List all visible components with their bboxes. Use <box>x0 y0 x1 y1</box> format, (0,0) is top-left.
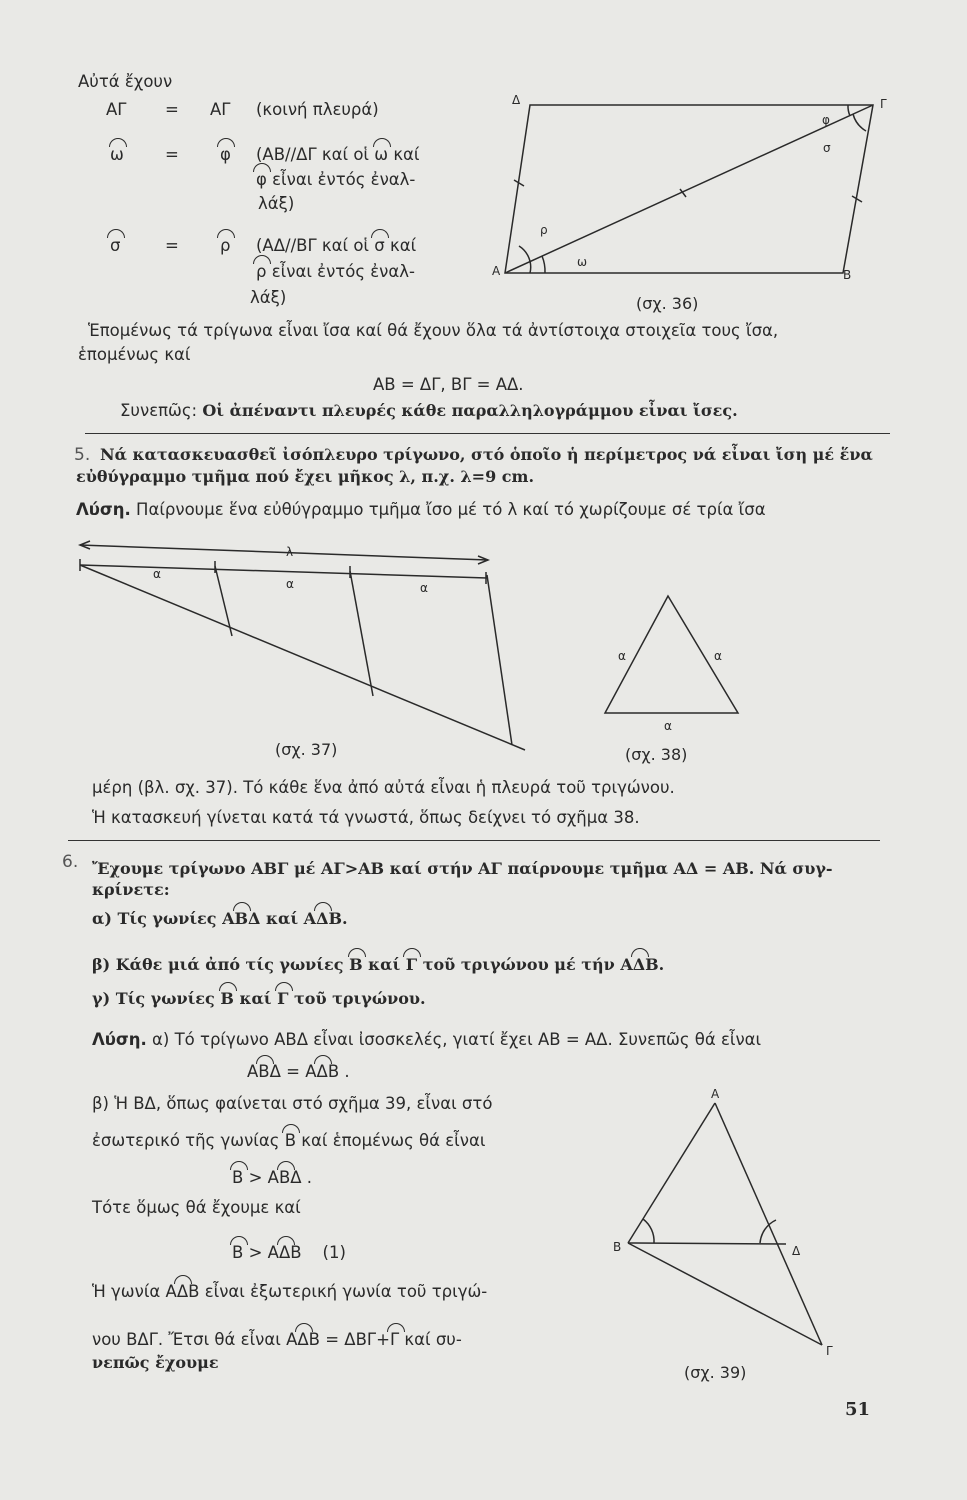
row1-eq: = <box>165 100 179 119</box>
fig37-label-a1: α <box>153 567 161 581</box>
row3-note2: ρ εἶναι ἐντός ἐναλ- <box>256 262 415 281</box>
therefore-line2: ἑπομένως καί <box>78 345 191 364</box>
divider-problem-6 <box>68 840 880 841</box>
divider-1 <box>215 566 232 636</box>
problem-6-solution-line8: Ἡ γωνία ΑΔΒ εἶναι ἐξωτερική γωνία τοῦ τριγώ- <box>92 1282 488 1301</box>
problem-5-solution-line2: μέρη (βλ. σχ. 37). Τό κάθε ἕνα ἀπό αὐτά εἶναι ἡ πλευρά τοῦ τριγώνου. <box>92 778 675 797</box>
fig36-label-omega: ω <box>577 255 588 269</box>
fig38-caption: (σχ. 38) <box>625 745 688 764</box>
diagonal-ag <box>505 105 873 273</box>
problem-6-solution-line3: β) Ἡ ΒΔ, ὅπως φαίνεται στό σχῆμα 39, εἶναι στό <box>92 1094 493 1113</box>
problem-6-eq2: Β > ΑΒΔ . <box>232 1168 313 1187</box>
problem-6-solution-line10: νεπῶς ἔχουμε <box>92 1353 219 1372</box>
fig37-label-lambda: λ <box>286 545 294 559</box>
segment-lambda <box>80 565 487 578</box>
fig36-label-d: Δ <box>512 93 521 107</box>
problem-6-solution-line1: Λύση. α) Τό τρίγωνο ΑΒΔ εἶναι ἰσοσκελές, γιατί ἔχει ΑΒ = ΑΔ. Συνεπῶς θά εἶναι <box>92 1030 762 1049</box>
problem-5-line1: Νά κατασκευασθεῖ ἰσόπλευρο τρίγωνο, στό ὁποῖο ἡ περίμετρος νά εἶναι ἴση μέ ἕνα <box>100 445 873 464</box>
fig36-label-g: Γ <box>880 97 887 111</box>
row3-eq: = <box>165 236 179 255</box>
lambda-arrow-line <box>80 545 488 560</box>
problem-6-number: 6. <box>62 852 79 872</box>
row1-left: ΑΓ <box>106 100 127 119</box>
problem-5-number: 5. <box>74 445 91 465</box>
row3-right: ρ <box>220 236 231 255</box>
angle-phi-arc <box>848 105 850 116</box>
figure-37 <box>80 541 525 750</box>
row2-note2: φ εἶναι ἐντός ἐναλ- <box>256 170 416 189</box>
fig39-caption: (σχ. 39) <box>684 1363 747 1382</box>
fig38-label-right: α <box>714 649 722 663</box>
fig39-label-b: Β <box>613 1240 622 1254</box>
angle-sigma-arc <box>853 114 866 131</box>
figure-39 <box>613 1087 833 1358</box>
side-ag <box>715 1103 822 1345</box>
fig39-label-g: Γ <box>826 1344 833 1358</box>
segment-bd <box>628 1243 786 1244</box>
problem-6-part-b: β) Κάθε μιά ἀπό τίς γωνίες Β καί Γ τοῦ τριγώνου μέ τήν ΑΔΒ. <box>92 955 665 974</box>
row2-eq: = <box>165 145 179 164</box>
row2-note3: λάξ) <box>258 194 295 213</box>
fig36-label-a: Α <box>492 264 501 278</box>
row3-left: σ <box>110 236 121 255</box>
fig38-label-base: α <box>664 719 672 733</box>
side-ab <box>628 1103 715 1243</box>
row1-right: ΑΓ <box>210 100 231 119</box>
therefore-line1: Ἑπομένως τά τρίγωνα εἶναι ἴσα καί θά ἔχουν ὅλα τά ἀντίστοιχα στοιχεῖα τους ἴσα, <box>88 321 779 340</box>
side-bg <box>628 1243 822 1345</box>
problem-5-solution-line1: Λύση. Παίρνουμε ἕνα εὐθύγραμμο τμῆμα ἴσο μέ τό λ καί τό χωρίζουμε σέ τρία ἴσα <box>76 500 766 519</box>
row2-note1: (ΑΒ//ΔΓ καί οἱ ω καί <box>256 145 420 164</box>
fig36-caption: (σχ. 36) <box>636 294 699 313</box>
row1-note: (κοινή πλευρά) <box>256 100 379 119</box>
fig38-label-left: α <box>618 649 626 663</box>
problem-6-line1: Ἔχουμε τρίγωνο ΑΒΓ μέ ΑΓ>ΑΒ καί στήν ΑΓ παίρνουμε τμῆμα ΑΔ = ΑΒ. Νά συγ- <box>92 859 833 878</box>
problem-6-eq1: ΑΒΔ = ΑΔΒ . <box>247 1062 350 1081</box>
row2-right: φ <box>220 145 231 164</box>
problem-6-line2: κρίνετε: <box>92 880 170 899</box>
problem-6-part-a: α) Τίς γωνίες ΑΒΔ καί ΑΔΒ. <box>92 909 348 928</box>
figure-38 <box>605 596 738 733</box>
row3-note1: (ΑΔ//ΒΓ καί οἱ σ καί <box>256 236 417 255</box>
problem-6-solution-line9: νου ΒΔΓ. Ἔτσι θά εἶναι ΑΔΒ = ΔΒΓ+Γ καί συ- <box>92 1330 462 1349</box>
page-number: 51 <box>845 1399 871 1420</box>
row2-left: ω <box>110 145 124 164</box>
fig37-label-a2: α <box>286 577 294 591</box>
fig36-label-sigma: σ <box>823 141 831 155</box>
angle-omega-arc <box>542 256 545 273</box>
divider-problem-5 <box>85 433 890 434</box>
auxiliary-ray <box>80 565 525 750</box>
problem-5-line2: εὐθύγραμμο τμῆμα πού ἔχει μῆκος λ, π.χ. λ=9 cm. <box>76 467 535 486</box>
problem-6-eq3: Β > ΑΔΒ (1) <box>232 1243 346 1262</box>
problem-6-part-g: γ) Τίς γωνίες Β καί Γ τοῦ τριγώνου. <box>92 989 426 1008</box>
equalities: ΑΒ = ΔΓ, ΒΓ = ΑΔ. <box>373 375 524 394</box>
divider-2 <box>350 571 373 696</box>
fig39-label-a: Α <box>711 1087 720 1101</box>
conclusion: Συνεπῶς: Οἱ ἀπέναντι πλευρές κάθε παραλληλογράμμου εἶναι ἴσες. <box>120 401 738 420</box>
fig37-caption: (σχ. 37) <box>275 740 338 759</box>
angle-abd-arc <box>643 1219 654 1243</box>
row3-note3: λάξ) <box>250 288 287 307</box>
fig37-label-a3: α <box>420 581 428 595</box>
divider-3 <box>487 575 512 745</box>
fig36-label-b: Β <box>843 268 852 282</box>
fig36-label-phi: φ <box>822 113 830 127</box>
figure-36 <box>492 93 887 282</box>
fig39-label-d: Δ <box>792 1244 801 1258</box>
problem-6-solution-line6: Τότε ὅμως θά ἔχουμε καί <box>92 1198 301 1217</box>
angle-rho-arc <box>519 246 531 273</box>
problem-5-solution-line3: Ἡ κατασκευή γίνεται κατά τά γνωστά, ὅπως δείχνει τό σχῆμα 38. <box>92 808 640 827</box>
fig36-label-rho: ρ <box>540 223 548 237</box>
intro-text: Αὐτά ἔχουν <box>78 72 173 91</box>
problem-6-solution-line4: ἐσωτερικό τῆς γωνίας Β καί ἑπομένως θά εἶναι <box>92 1131 486 1150</box>
